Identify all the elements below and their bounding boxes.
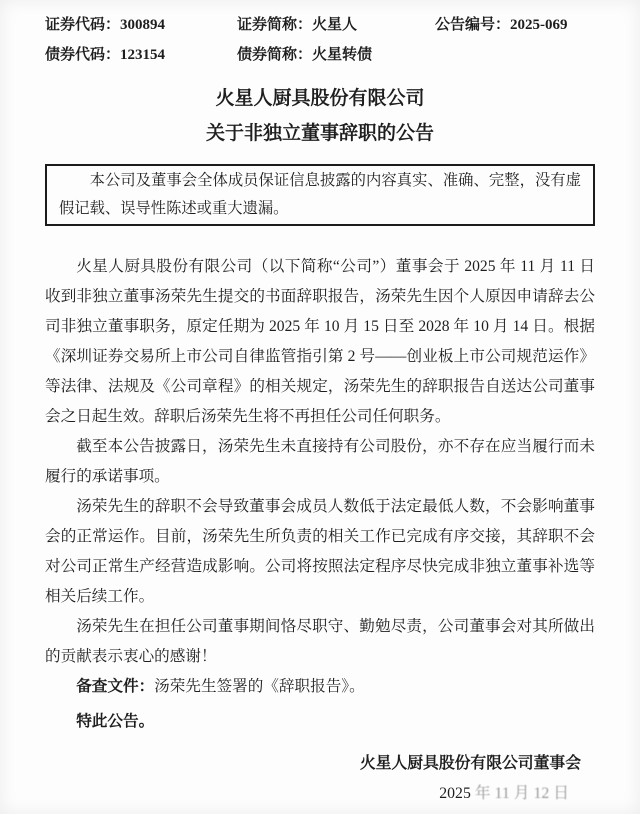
reference-text: 汤荣先生签署的《辞职报告》。: [154, 678, 365, 695]
bond-code: 债券代码：123154: [45, 47, 166, 63]
paragraph-board-impact: 汤荣先生的辞职不会导致董事会成员人数低于法定最低人数，不会影响董事会的正常运作。目前，汤荣先生所负责的相关工作已完成有序交接，其辞职不会对公司正常生产经营造成影响。公司将按照法定程序尽快完成非独立董事补选等相关后续工作。: [45, 498, 595, 605]
disclaimer-text: 本公司及董事会全体成员保证信息披露的内容真实、准确、完整，没有虚假记载、误导性陈述或重大遗漏。: [59, 172, 581, 217]
closing-statement: 特此公告。: [76, 713, 155, 730]
securities-header-row-2: [45, 40, 595, 70]
signature-company: 火星人厨具股份有限公司董事会: [359, 755, 581, 772]
company-title: 火星人厨具股份有限公司: [215, 88, 425, 109]
announcement-title: 关于非独立董事辞职的公告: [205, 123, 434, 144]
announcement-body: [45, 252, 595, 737]
signature-block: [45, 749, 595, 809]
signature-date-faded: 年 11 月 12 日: [470, 785, 569, 802]
paragraph-shareholding: 截至本公告披露日，汤荣先生未直接持有公司股份，亦不存在应当履行而未履行的承诺事项。: [45, 438, 595, 485]
signature-date: [45, 779, 595, 809]
signature-date-year: 2025: [439, 785, 471, 802]
reference-documents: [45, 672, 595, 702]
announcement-number: 公告编号：2025-069: [435, 17, 568, 33]
securities-header-row-1: [45, 10, 595, 40]
paragraph-resignation-notice: 火星人厨具股份有限公司（以下简称“公司”）董事会于 2025 年 11 月 11 日收到非独立董事汤荣先生提交的书面辞职报告，汤荣先生因个人原因申请辞去公司非独立董事职务，原定任期为 2025 年 10 月 15 日至 2028 年 10 月 14 日。根据《深圳证券交易所上市公司自律监管指引第 2 号——创业板上市公司规范运作》等法律、法规及《公司章程》的相关规定，汤荣先生的辞职报告自送达公司董事会之日起生效。辞职后汤荣先生将不再担任公司任何职务。: [45, 258, 595, 425]
bond-short-name: 债券简称：火星转债: [237, 47, 373, 63]
stock-short-name: 证券简称：火星人: [237, 17, 358, 33]
header-spacer: [435, 40, 595, 70]
reference-label: 备查文件：: [76, 678, 155, 695]
disclaimer-box: [45, 164, 595, 226]
paragraph-gratitude: 汤荣先生在担任公司董事期间恪尽职守、勤勉尽责，公司董事会对其所做出的贡献表示衷心的感谢！: [45, 618, 595, 665]
stock-code: 证券代码：300894: [45, 17, 166, 33]
